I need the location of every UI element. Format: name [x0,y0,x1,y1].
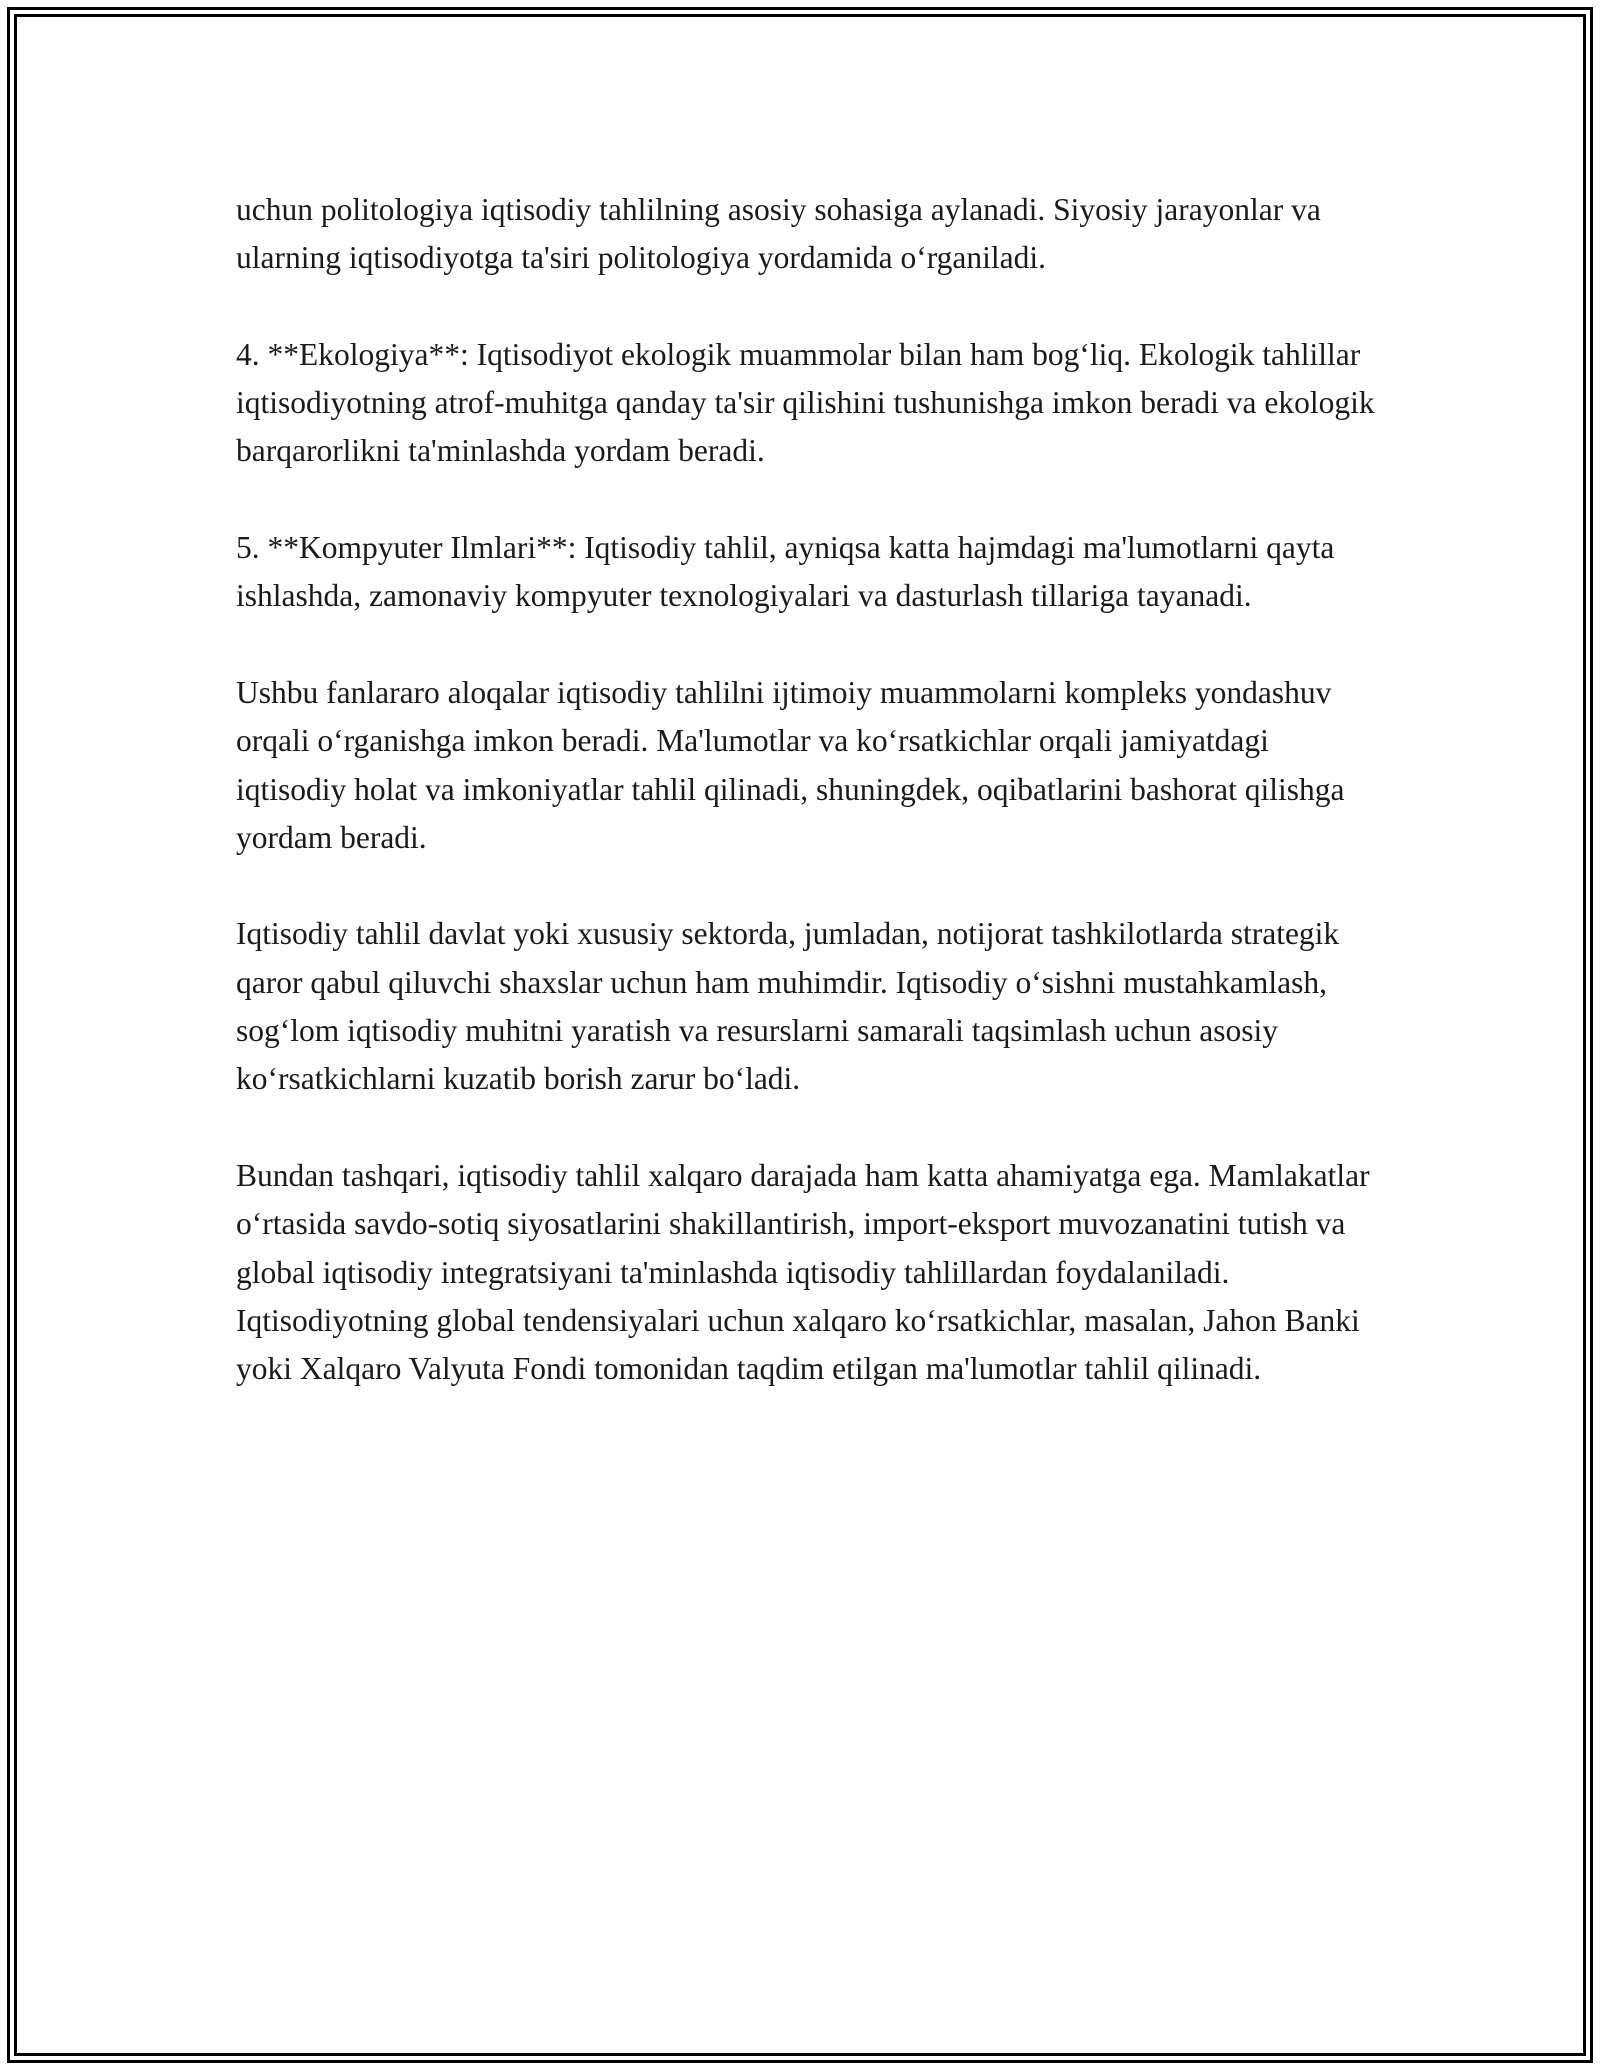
paragraph-interdisciplinary-links: Ushbu fanlararo aloqalar iqtisodiy tahlilni ijtimoiy muammolarni kompleks yondashuv orqali o‘rganishga imkon beradi. Ma'lumotlar va ko‘rsatkichlar orqali jamiyatdagi iqtisodiy holat va imkoniyatlar tahlil qilinadi, shuningdek, oqibatlarini bashorat qilishga yordam beradi. [236,674,1345,855]
paragraph-public-private-sector: Iqtisodiy tahlil davlat yoki xususiy sektorda, jumladan, notijorat tashkilotlarda strategik qaror qabul qiluvchi shaxslar uchun ham muhimdir. Iqtisodiy o‘sishni mustahkamlash, sog‘lom iqtisodiy muhitni yaratish va resurslarni samarali taqsimlash uchun asosiy ko‘rsatkichlarni kuzatib borish zarur bo‘ladi. [236,916,1340,1097]
paragraph-ecology: 4. **Ekologiya**: Iqtisodiyot ekologik muammolar bilan ham bog‘liq. Ekologik tahlillar iqtisodiyotning atrof-muhitga qanday ta'sir qilishini tushunishga imkon beradi va ekologik barqarorlikni ta'minlashda yordam beradi. [236,336,1375,469]
document-body [236,186,1386,1393]
paragraph-politology-continuation: uchun politologiya iqtisodiy tahlilning asosiy sohasiga aylanadi. Siyosiy jarayonlar va ularning iqtisodiyotga ta'siri politologiya yordamida o‘rganiladi. [236,192,1321,276]
paragraph-international-level: Bundan tashqari, iqtisodiy tahlil xalqaro darajada ham katta ahamiyatga ega. Mamlakatlar o‘rtasida savdo-sotiq siyosatlarini shakillantirish, import-eksport muvozanatini tutish va global iqtisodiy integratsiyani ta'minlashda iqtisodiy tahlillardan foydalaniladi. Iqtisodiyotning global tendensiyalari uchun xalqaro ko‘rsatkichlar, masalan, Jahon Banki yoki Xalqaro Valyuta Fondi tomonidan taqdim etilgan ma'lumotlar tahlil qilinadi. [236,1157,1370,1387]
paragraph-computer-science: 5. **Kompyuter Ilmlari**: Iqtisodiy tahlil, ayniqsa katta hajmdagi ma'lumotlarni qayta ishlashda, zamonaviy kompyuter texnologiyalari va dasturlash tillariga tayanadi. [236,530,1335,614]
